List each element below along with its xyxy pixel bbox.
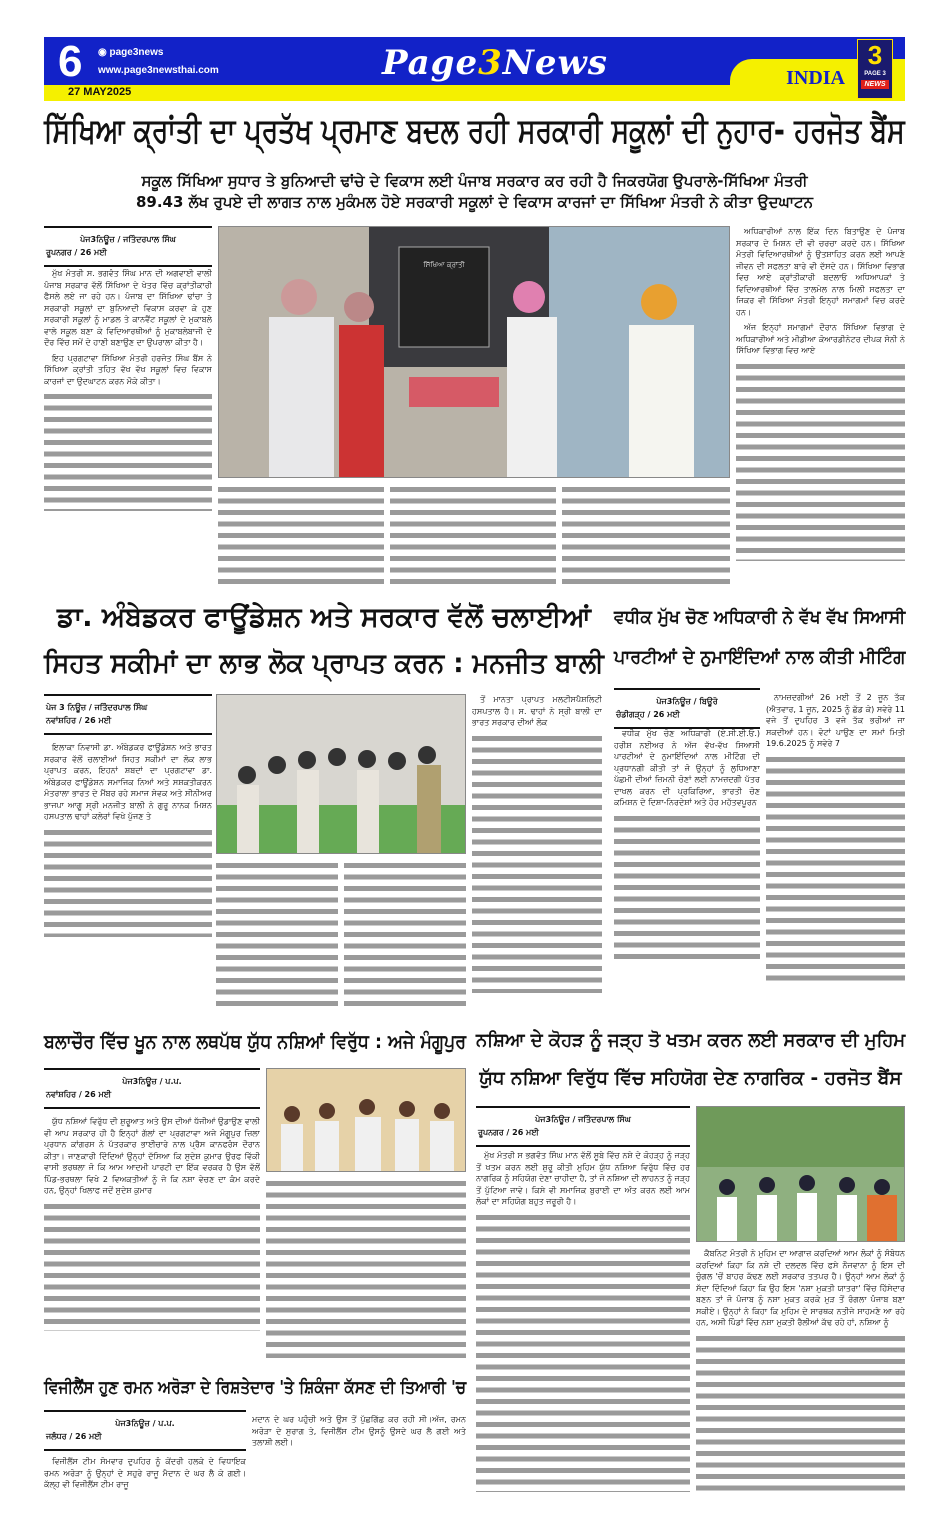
website: www.page3newsthai.com (98, 65, 219, 76)
dateline: ਜਲੰਧਰ / 26 ਮਈ (46, 1432, 102, 1441)
byline-box (44, 1410, 246, 1451)
article-column (44, 1116, 260, 1362)
lead-subhead (44, 193, 905, 211)
byline-box (614, 688, 760, 729)
byline-box (44, 694, 212, 735)
rally-photo (696, 1106, 905, 1242)
paragraph: ਅਧਿਕਾਰੀਆਂ ਨਾਲ ਇੱਕ ਦਿਨ ਬਿਤਾਉਣ ਦੇ ਪੰਜਾਬ ਸਰਕਾਰ ਦੇ ਮਿਸ਼ਨ ਦੀ ਵੀ ਚਰਚਾ ਕਰਦੇ ਹਨ। ਸਿੱਖਿਆ ਮੰਤਰੀ ਵਿਦਿਆਰਥੀਆਂ ਨੂੰ ਉਤਸ਼ਾਹਿਤ ਕਰਨ ਲਈ ਆਪਣੇ ਜੀਵਨ ਦੀ ਸਫਲਤਾ ਬਾਰੇ ਵੀ ਦੱਸਦੇ ਹਨ। ਸਿੱਖਿਆ ਵਿਭਾਗ ਵਿਚ ਆਏ ਕ੍ਰਾਂਤੀਕਾਰੀ ਬਦਲਾਓ ਅਧਿਆਪਕਾਂ ਤੇ ਵਿਦਿਆਰਥੀਆਂ ਵਿੱਚ ਤਾਲਮੇਲ ਨਾਲ ਮਿਲੀ ਸਫਲਤਾ ਦਾ ਜਿਕਰ ਵੀ ਸਿੱਖਿਆ ਮੰਤਰੀ ਇਨ੍ਹਾਂ ਸਮਾਗਮਾਂ ਵਿਚ ਕਰਦੇ ਹਨ। (736, 227, 905, 317)
paragraph: ਮੁੱਖ ਮੰਤਰੀ ਸ. ਭਗਵੰਤ ਸਿੰਘ ਮਾਨ ਦੀ ਅਗਵਾਈ ਵਾਲੀ ਪੰਜਾਬ ਸਰਕਾਰ ਵੱਲੋਂ ਸਿੱਖਿਆ ਦੇ ਖੇਤਰ ਵਿੱਚ ਕ੍ਰਾਂਤੀਕਾਰੀ ਫੈਸਲੇ ਲਏ ਜਾ ਰਹੇ ਹਨ। ਪੰਜਾਬ ਦਾ ਸਿੱਖਿਆ ਢਾਂਚਾ ਤੇ ਸਰਕਾਰੀ ਸਕੂਲਾਂ ਦਾ ਬੁਨਿਆਦੀ ਵਿਕਾਸ ਕਰਵਾ ਕੇ ਹੁਣ ਸਰਕਾਰੀ ਸਕੂਲਾਂ ਨੂੰ ਮਾਡਲ ਤੇ ਕਾਨਵੈਂਟ ਸਕੂਲਾਂ ਦੇ ਮੁਕਾਬਲੇ ਵਾਲੇ ਸਕੂਲ ਬਣਾ ਕੇ ਵਿਦਿਆਰਥੀਆਂ ਨੂੰ ਮੁਕਾਬਲੇਬਾਜੀ ਦੇ ਦੌਰ ਵਿੱਚ ਸਮੇਂ ਦੇ ਹਾਣੀ ਬਣਾਉਣ ਦਾ ਉਪਰਾਲਾ ਕੀਤਾ ਹੈ। (44, 269, 212, 347)
paragraph: ਇਹ ਪ੍ਰਗਟਾਵਾ ਸਿੱਖਿਆ ਮੰਤਰੀ ਹਰਜੋਤ ਸਿੰਘ ਬੈਂਸ ਨੇ ਸਿੱਖਿਆ ਕ੍ਰਾਂਤੀ ਤਹਿਤ ਵੱਖ ਵੱਖ ਸਕੂਲਾਂ ਵਿਚ ਵਿਕਾਸ ਕਾਰਜਾਂ ਦਾ ਉਦਘਾਟਨ ਕਰਨ ਮੌਕੇ ਕੀਤਾ। (44, 353, 212, 386)
lead-subhead-text: ਸਕੂਲ ਸਿੱਖਿਆ ਸੁਧਾਰ ਤੇ ਬੁਨਿਆਦੀ ਢਾਂਚੇ ਦੇ ਵਿਕਾਸ ਲਈ ਪੰਜਾਬ ਸਰਕਾਰ ਕਰ ਰਹੀ ਹੈ ਜਿਕਰਯੋਗ ਉਪਰਾਲੇ-ਸਿੱਖਿਆ ਮੰਤਰੀ (141, 172, 808, 190)
paragraph: ਨਾਮਜ਼ਦਗੀਆਂ 26 ਮਈ ਤੋਂ 2 ਜੂਨ ਤੱਕ (ਐਤਵਾਰ, 1 ਜੂਨ, 2025 ਨੂੰ ਛੱਡ ਕੇ) ਸਵੇਰੇ 11 ਵਜੇ ਤੋਂ ਦੁਪਹਿਰ 3 ਵਜੇ ਤੱਕ ਭਰੀਆਂ ਜਾ ਸਕਦੀਆਂ ਹਨ। ਵੋਟਾਂ ਪਾਉਣ ਦਾ ਸਮਾਂ ਮਿਤੀ 19.6.2025 ਨੂੰ ਸਵੇਰੇ 7 (766, 693, 905, 748)
headline-text: ਸਿਹਤ ਸਕੀਮਾਂ ਦਾ ਲਾਭ ਲੋਕ ਪ੍ਰਾਪਤ ਕਰਨ : ਮਨਜੀਤ ਬਾਲੀ (44, 648, 604, 679)
byline: ਪੇਜ 3 ਨਿਊਜ਼ / ਜਤਿੰਦਰਪਾਲ ਸਿੰਘ (46, 703, 148, 712)
issue-date: 27 MAY2025 (68, 86, 132, 98)
text-lines (472, 733, 602, 993)
headline-text: ਵਿਜੀਲੈਂਸ ਹੁਣ ਰਮਨ ਅਰੋੜਾ ਦੇ ਰਿਸ਼ਤੇਦਾਰ 'ਤੇ ਸ਼ਿਕੰਜਾ ਕੱਸਣ ਦੀ ਤਿਆਰੀ 'ਚ (44, 1378, 467, 1398)
masthead (44, 37, 905, 101)
paragraph: ਕੈਬਨਿਟ ਮੰਤਰੀ ਨੇ ਮੁਹਿਮ ਦਾ ਆਗਾਜ਼ ਕਰਦਿਆਂ ਆਮ ਲੋਕਾਂ ਨੂੰ ਸੰਬੋਧਨ ਕਰਦਿਆਂ ਕਿਹਾ ਕਿ ਨਸ਼ੇ ਦੀ ਦਲਦਲ ਵਿੱਚ ਫਸੇ ਨੌਜਵਾਨਾ ਨੂੰ ਇਸ ਦੀ ਚੁੰਗਲ 'ਚੋਂ ਬਾਹਰ ਕੱਢਣ ਲਈ ਸਰਕਾਰ ਤਤਪਰ ਹੈ। ਉਨ੍ਹਾਂ ਆਮ ਲੋਕਾਂ ਨੂੰ ਸੱਦਾ ਦਿੰਦਿਆਂ ਕਿਹਾ ਕਿ ਉਹ ਇਸ 'ਨਸ਼ਾ ਮੁਕਤੀ ਯਾਤਰਾ' ਵਿੱਚ ਹਿੱਸੇਦਾਰ ਬਣਨ ਤਾਂ ਜੋ ਪੰਜਾਬ ਨੂੰ ਨਸ਼ਾ ਮੁਕਤ ਕਰਕੇ ਮੁੜ ਤੋਂ ਰੰਗਲਾ ਪੰਜਾਬ ਬਣਾ ਸਕੀਏ। ਉਨ੍ਹਾਂ ਨੇ ਕਿਹਾ ਕਿ ਮੁਹਿਮ ਦੇ ਸਾਰਥਕ ਨਤੀਜੇ ਸਾਹਮਣੇ ਆ ਰਹੇ ਹਨ, ਅਸੀ ਪਿੰਡਾਂ ਵਿੱਚ ਨਸ਼ਾ ਮੁਕਤੀ ਰੈਲੀਆਂ ਕੱਢ ਰਹੇ ਹਾਂ, ਨਸ਼ਿਆ ਨੂੰ (696, 1249, 905, 1327)
group-photo (216, 694, 466, 854)
page3-badge (857, 39, 893, 99)
byline-box (476, 1106, 690, 1147)
article-column (216, 860, 338, 1010)
headline (614, 648, 905, 669)
dateline: ਨਵਾਂਸ਼ਹਿਰ / 26 ਮਈ (46, 716, 112, 725)
paragraph: ਵਧੀਕ ਮੁੱਖ ਚੋਣ ਅਧਿਕਾਰੀ (ਏ.ਸੀ.ਈ.ਓ.) ਹਰੀਸ਼ ਨਈਅਰ ਨੇ ਅੱਜ ਵੱਖ-ਵੱਖ ਸਿਆਸੀ ਪਾਰਟੀਆਂ ਦੇ ਨੁਮਾਇੰਦਿਆਂ ਨਾਲ ਮੀਟਿੰਗ ਦੀ ਪ੍ਰਧਾਨਗੀ ਕੀਤੀ ਤਾਂ ਜੋ ਉਨ੍ਹਾਂ ਨੂੰ ਲੁਧਿਆਣਾ ਪੱਛਮੀ ਦੀਆਂ ਜ਼ਿਮਨੀ ਚੋਣਾਂ ਲਈ ਨਾਮਜ਼ਦਗੀ ਪੱਤਰ ਦਾਖਲ ਕਰਨ ਦੀ ਪ੍ਰਕਿਰਿਆ, ਭਾਰਤੀ ਚੋਣ ਕਮਿਸ਼ਨ ਦੇ ਦਿਸ਼ਾ-ਨਿਰਦੇਸ਼ਾਂ ਅਤੇ ਹੋਰ ਮਹੱਤਵਪੂਰਨ (614, 729, 760, 807)
text-lines (266, 1178, 466, 1358)
article-column (476, 1150, 690, 1525)
page-number: 6 (58, 37, 83, 86)
headline-text: ਪਾਰਟੀਆਂ ਦੇ ਨੁਮਾਇੰਦਿਆਂ ਨਾਲ ਕੀਤੀ ਮੀਟਿੰਗ (614, 647, 906, 668)
headline-text: ਵਧੀਕ ਮੁੱਖ ਚੋਣ ਅਧਿਕਾਰੀ ਨੇ ਵੱਖ ਵੱਖ ਸਿਆਸੀ (614, 607, 906, 628)
text-lines (44, 1201, 260, 1331)
text-lines (766, 754, 905, 984)
newspaper-logo (382, 43, 608, 83)
article-column (614, 728, 760, 1010)
headline (476, 1030, 905, 1051)
inauguration-photo (219, 227, 730, 478)
text-lines (218, 484, 384, 584)
paragraph: ਮਦਾਨ ਦੇ ਘਰ ਪਹੁੰਚੀ ਅਤੇ ਉਸ ਤੋਂ ਪੁੱਛਗਿੱਛ ਕਰ ਰਹੀ ਸੀ।ਅੱਜ, ਰਮਨ ਅਰੋੜਾ ਦੇ ਸੁਰਾਗ ਤੇ, ਵਿਜੀਲੈਂਸ ਟੀਮ ਉਸਨੂੰ ਉਸਦੇ ਘਰ ਲੈ ਗਈ ਅਤੇ ਤਲਾਸ਼ੀ ਲਈ। (252, 1415, 466, 1447)
headline (44, 1378, 466, 1398)
text-lines (344, 860, 466, 1008)
headline-text: ਨਸ਼ਿਆ ਦੇ ਕੋਹੜ ਨੂੰ ਜੜ੍ਹ ਤੋ ਖਤਮ ਕਰਨ ਲਈ ਸਰਕਾਰ ਦੀ ਮੁਹਿਮ (476, 1030, 906, 1051)
social-handle (98, 47, 163, 58)
article-column (766, 692, 905, 1010)
article-column (266, 1178, 466, 1362)
byline: ਪੇਜ3ਨਿਊਜ਼ / ਜਤਿੰਦਰਪਾਲ ਸਿੰਘ (535, 1115, 631, 1124)
group-photo-image (217, 695, 466, 854)
article-column (736, 226, 905, 588)
lead-photo (218, 226, 730, 478)
text-lines (736, 361, 905, 561)
lead-subhead-text: 89.43 ਲੱਖ ਰੁਪਏ ਦੀ ਲਾਗਤ ਨਾਲ ਮੁਕੰਮਲ ਹੋਏ ਸਰਕਾਰੀ ਸਕੂਲਾਂ ਦੇ ਵਿਕਾਸ ਕਾਰਜਾਂ ਦਾ ਸਿੱਖਿਆ ਮੰਤਰੀ ਨੇ ਕੀਤਾ ਉਦਘਾਟਨ (135, 193, 814, 211)
badge-label: PAGE 3 (864, 71, 886, 77)
logo-part: 3 (478, 43, 503, 83)
byline-box (44, 1068, 260, 1109)
text-lines (562, 484, 730, 584)
byline: ਪੇਜ3ਨਿਊਜ਼ / ਪ.ਪ. (122, 1077, 182, 1086)
text-lines (696, 1333, 905, 1493)
text-lines (44, 391, 212, 511)
headline (614, 608, 905, 629)
headline-text: ਡਾ. ਅੰਬੇਡਕਰ ਫਾਊਂਡੇਸ਼ਨ ਅਤੇ ਸਰਕਾਰ ਵੱਲੋਂ ਚਲਾਈਆਂ (57, 602, 591, 633)
text-lines (390, 484, 556, 584)
headline (44, 648, 604, 679)
headline-text: ਬਲਾਚੌਰ ਵਿੱਚ ਖੂਨ ਨਾਲ ਲਥਪੱਥ ਯੁੱਧ ਨਸ਼ਿਆਂ ਵਿਰੁੱਧ : ਅਜੇ ਮੰਗੂਪੁਰ (44, 1031, 467, 1053)
text-lines (476, 1212, 690, 1492)
text-lines (614, 813, 760, 963)
byline: ਪੇਜ3ਨਿਊਜ਼ / ਬਿਊਰੋ (656, 697, 718, 706)
dateline: ਨਵਾਂਸ਼ਹਿਰ / 26 ਮਈ (46, 1090, 112, 1099)
paragraph: ਮੁੱਖ ਮੰਤਰੀ ਸ ਭਗਵੰਤ ਸਿੰਘ ਮਾਨ ਵੱਲੋਂ ਸੂਬੇ ਵਿੱਚ ਨਸ਼ੇ ਦੇ ਕੋਹੜ੍ਹ ਨੂੰ ਜੜ੍ਹ ਤੋਂ ਖਤਮ ਕਰਨ ਲਈ ਸ਼ੁਰੂ ਕੀਤੀ ਮੁਹਿਮ ਯੁੱਧ ਨਸ਼ਿਆ ਵਿਰੁੱਧ ਵਿੱਚ ਹਰ ਨਾਗਰਿਕ ਨੂੰ ਸਹਿਯੋਗ ਦੇਣਾ ਚਾਹੀਦਾ ਹੈ, ਤਾਂ ਜੋ ਨਸ਼ਿਆ ਦੀ ਲਾਹਨਤ ਨੂੰ ਜੜ੍ਹ ਤੋਂ ਪੁੱਟਿਆ ਜਾਵੇ। ਕਿਸੇ ਵੀ ਸਮਾਜਿਕ ਬੁਰਾਈ ਦਾ ਅੰਤ ਕਰਨ ਲਈ ਆਮ ਲੋਕਾਂ ਦਾ ਸਹਿਯੋਗ ਬਹੁਤ ਜਰੂਰੀ ਹੈ। (476, 1151, 690, 1206)
logo-part: Page (382, 43, 479, 83)
paragraph: ਯੁੱਧ ਨਸ਼ਿਆਂ ਵਿਰੁੱਧ ਦੀ ਸ਼ੁਰੂਆਤ ਅਤੇ ਉਸ ਦੀਆਂ ਧੱਜੀਆਂ ਉਡਾਉਣ ਵਾਲੀ ਵੀ ਆਪ ਸਰਕਾਰ ਹੀ ਹੈ ਇਨ੍ਹਾਂ ਗੱਲਾਂ ਦਾ ਪ੍ਰਗਟਾਵਾ ਅਜੇ ਮੰਗੂਪੁਰ ਜ਼ਿਲਾ ਪ੍ਰਧਾਨ ਕਾਂਗਰਸ ਨੇ ਪੱਤਰਕਾਰ ਭਾਈਚਾਰੇ ਨਾਲ ਪ੍ਰੈਸ ਕਾਨਫਰੰਸ ਦੌਰਾਨ ਕੀਤਾ। ਜਾਣਕਾਰੀ ਦਿੰਦਿਆਂ ਉਨ੍ਹਾਂ ਦੱਸਿਆ ਕਿ ਸੁਦੇਸ਼ ਕੁਮਾਰ ਉਰਫ ਵਿੱਕੀ ਵਾਸੀ ਭਰਥਲਾ ਜੋ ਕਿ ਆਮ ਆਦਮੀ ਪਾਰਟੀ ਦਾ ਇੱਕ ਵਰਕਰ ਹੈ ਉਸ ਵੱਲੋਂ ਪਿੰਡ-ਭਰਥਲਾ ਵਿਖੇ 2 ਵਿਅਕਤੀਆਂ ਨੂੰ ਜੋ ਕਿ ਨਸ਼ਾ ਵੇਚਣ ਦਾ ਕੰਮ ਕਰਦੇ ਹਨ, ਉਨ੍ਹਾਂ ਖਿਲਾਫ ਜਦੋਂ ਸੁਦੇਸ਼ ਕੁਮਾਰ (44, 1117, 260, 1195)
dateline: ਰੂਪਨਗਰ / 26 ਮਈ (46, 248, 107, 257)
lead-subhead (44, 172, 905, 190)
article-column (252, 1414, 466, 1518)
dateline: ਰੂਪਨਗਰ / 26 ਮਈ (478, 1128, 539, 1137)
press-conference-image (267, 1069, 466, 1172)
article-column (218, 484, 384, 588)
paragraph: ਵਿਜੀਲੈਂਸ ਟੀਮ ਸੋਮਵਾਰ ਦੁਪਹਿਰ ਨੂੰ ਕੇਂਦਰੀ ਹਲਕੇ ਦੇ ਵਿਧਾਇਕ ਰਮਨ ਅਰੋੜਾ ਨੂੰ ਉਨ੍ਹਾਂ ਦੇ ਸਹੁਰੇ ਰਾਜੂ ਮੈਦਾਨ ਦੇ ਘਰ ਲੈ ਕੇ ਗਈ। ਕੱਲ੍ਹ ਵੀ ਵਿਜੀਲੈਂਸ ਟੀਮ ਰਾਜੂ (44, 1457, 246, 1489)
badge-news: NEWS (861, 80, 889, 89)
text-lines (44, 827, 212, 937)
edition-label: INDIA (786, 67, 845, 89)
headline (44, 1032, 466, 1054)
headline (44, 602, 604, 633)
byline: ਪੇਜ3ਨਿਊਜ਼ / ਪ.ਪ. (115, 1419, 175, 1428)
article-column (44, 268, 212, 588)
rally-image (697, 1107, 905, 1242)
article-column (44, 742, 212, 1010)
article-column (472, 694, 602, 1010)
dateline: ਚੰਡੀਗੜ੍ਹ / 26 ਮਈ (616, 710, 680, 719)
paragraph: ਇਲਾਕਾ ਨਿਵਾਸੀ ਡਾ. ਅੰਬੇਡਕਰ ਫਾਊਂਡੇਸ਼ਨ ਅਤੇ ਭਾਰਤ ਸਰਕਾਰ ਵੱਲੋਂ ਚਲਾਈਆਂ ਸਿਹਤ ਸਕੀਮਾਂ ਦਾ ਲੋਕ ਲਾਭ ਪ੍ਰਾਪਤ ਕਰਨ, ਇਹਨਾਂ ਸ਼ਬਦਾਂ ਦਾ ਪ੍ਰਗਟਾਵਾ ਡਾ. ਅੰਬੇਡਕਰ ਫਾਊਂਡੇਸ਼ਨ ਸਮਾਜਿਕ ਨਿਆਂ ਅਤੇ ਸਸ਼ਕਤੀਕਰਨ ਮੰਤਰਾਲਾ ਭਾਰਤ ਦੇ ਮੈਂਬਰ ਰਹੇ ਸਮਾਜ ਸੇਵਕ ਅਤੇ ਸੀਨੀਅਰ ਭਾਜਪਾ ਆਗੂ ਸ੍ਰੀ ਮਨਜੀਤ ਬਾਲੀ ਨੇ ਗੁਰੂ ਨਾਨਕ ਮਿਸ਼ਨ ਹਸਪਤਾਲ ਢਾਹਾਂ ਕਲੇਰਾਂ ਵਿਖੇ ਪੁੱਜਣ ਤੇ (44, 743, 212, 821)
byline-box (44, 226, 212, 267)
article-column (696, 1248, 905, 1525)
headline-text: ਯੁੱਧ ਨਸ਼ਿਆ ਵਿਰੁੱਧ ਵਿੱਚ ਸਹਿਯੋਗ ਦੇਣ ਨਾਗਰਿਕ - ਹਰਜੋਤ ਬੈਂਸ (479, 1068, 902, 1089)
social-handle-text: page3news (109, 47, 164, 58)
lead-headline (44, 112, 905, 151)
lead-headline-text: ਸਿੱਖਿਆ ਕ੍ਰਾਂਤੀ ਦਾ ਪ੍ਰਤੱਖ ਪ੍ਰਮਾਣ ਬਦਲ ਰਹੀ ਸਰਕਾਰੀ ਸਕੂਲਾਂ ਦੀ ਨੁਹਾਰ- ਹਰਜੋਤ ਬੈਂਸ (44, 111, 905, 151)
plaque-text: ਸਿੱਖਿਆ ਕ੍ਰਾਂਤੀ (423, 261, 465, 269)
article-column (390, 484, 556, 588)
logo-part: News (502, 43, 608, 83)
globe-icon: ◉ (98, 47, 110, 58)
badge-number: 3 (867, 40, 883, 70)
press-conference-photo (266, 1068, 466, 1172)
article-column (562, 484, 730, 588)
article-column (344, 860, 466, 1010)
text-lines (216, 860, 338, 1008)
paragraph: ਤੋਂ ਮਾਨਤਾ ਪ੍ਰਾਪਤ ਮਲਟੀਸਪੈਸ਼ਲਿਟੀ ਹਸਪਤਾਲ ਹੈ। ਸ. ਢਾਹਾਂ ਨੇ ਸ੍ਰੀ ਬਾਲੀ ਦਾ ਭਾਰਤ ਸਰਕਾਰ ਦੀਆਂ ਲੋਕ (472, 695, 602, 727)
byline: ਪੇਜ3ਨਿਊਜ਼ / ਜਤਿੰਦਰਪਾਲ ਸਿੰਘ (80, 235, 176, 244)
paragraph: ਅੱਜ ਇਨ੍ਹਾਂ ਸਮਾਗਮਾਂ ਦੌਰਾਨ ਸਿੱਖਿਆ ਵਿਭਾਗ ਦੇ ਅਧਿਕਾਰੀਆਂ ਅਤੇ ਮੀਡੀਆ ਕੋਆਰਡੀਨੇਟਰ ਦੀਪਕ ਸੋਨੀ ਨੇ ਸਿੱਖਿਆ ਵਿਭਾਗ ਵਿਚ ਆਏ (736, 323, 905, 355)
article-column (44, 1456, 246, 1518)
headline (476, 1068, 905, 1089)
